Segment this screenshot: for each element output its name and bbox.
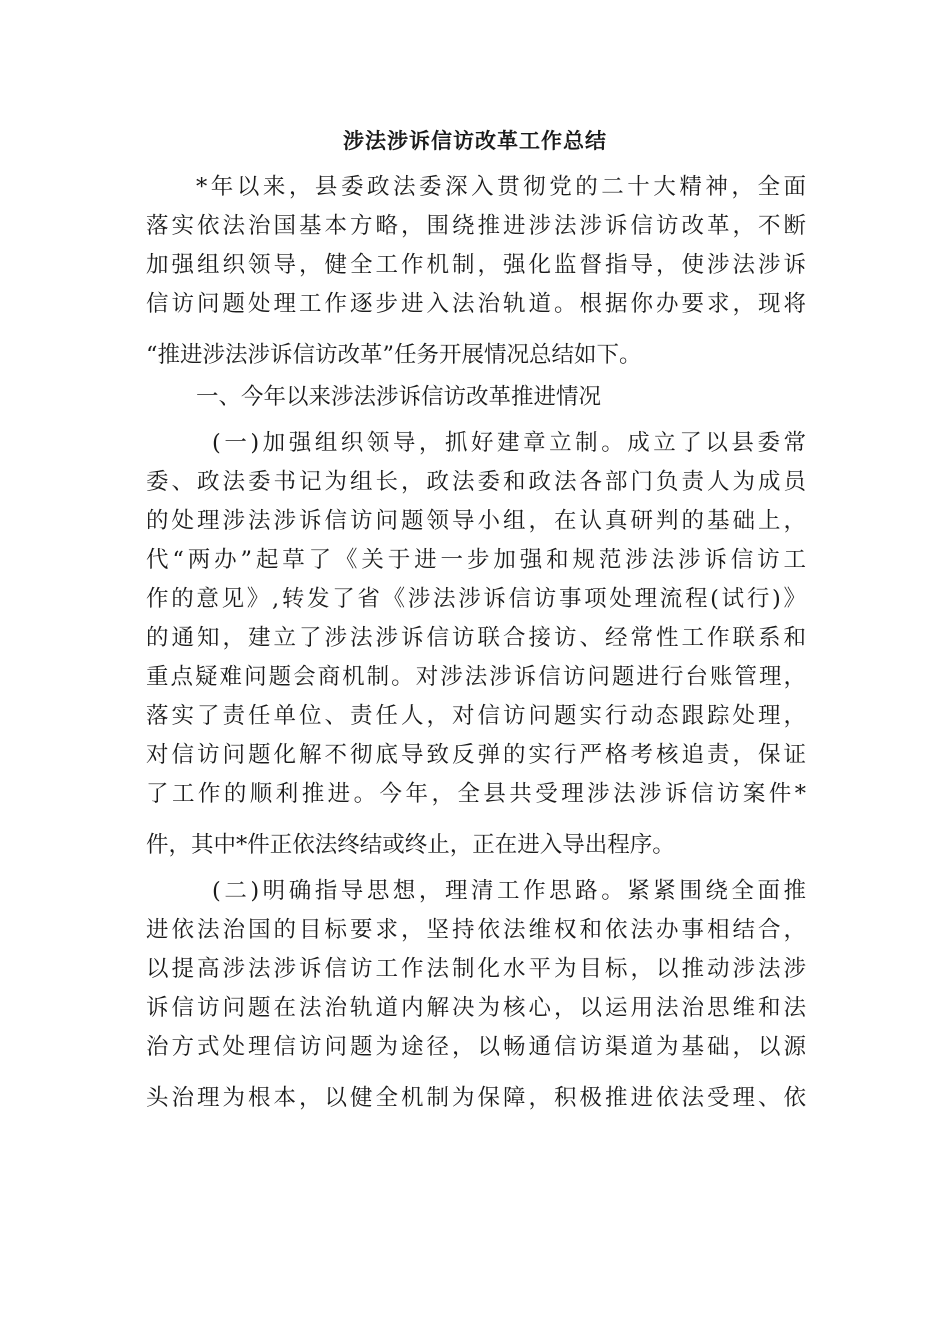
paragraph-line: 了工作的顺利推进。今年，全县共受理涉法涉诉信访案件* bbox=[146, 781, 806, 807]
document-title: 涉法涉诉信访改革工作总结 bbox=[343, 128, 607, 153]
paragraph-line: 落实依法治国基本方略，围绕推进涉法涉诉信访改革，不断 bbox=[146, 213, 806, 239]
paragraph-line: 以提高涉法涉诉信访工作法制化水平为目标，以推动涉法涉 bbox=[146, 956, 806, 982]
paragraph-line: 委、政法委书记为组长，政法委和政法各部门负责人为成员 bbox=[146, 469, 806, 495]
paragraph-line: (二)明确指导思想，理清工作思路。紧紧围绕全面推 bbox=[212, 878, 806, 904]
paragraph-line: 代“两办”起草了《关于进一步加强和规范涉法涉诉信访工 bbox=[146, 547, 806, 573]
paragraph-line: 进依法治国的目标要求，坚持依法维权和依法办事相结合， bbox=[146, 917, 806, 943]
paragraph-line: 治方式处理信访问题为途径，以畅通信访渠道为基础，以源 bbox=[146, 1034, 806, 1060]
section-heading: 一、今年以来涉法涉诉信访改革推进情况 bbox=[196, 384, 602, 410]
paragraph-line: 加强组织领导，健全工作机制，强化监督指导，使涉法涉诉 bbox=[146, 252, 806, 278]
paragraph-line: 信访问题处理工作逐步进入法治轨道。根据你办要求，现将 bbox=[146, 291, 806, 317]
paragraph-line: 重点疑难问题会商机制。对涉法涉诉信访问题进行台账管理， bbox=[146, 664, 806, 690]
paragraph-line: (一)加强组织领导，抓好建章立制。成立了以县委常 bbox=[212, 430, 806, 456]
paragraph-line: “推进涉法涉诉信访改革”任务开展情况总结如下。 bbox=[146, 342, 642, 368]
paragraph-line: 件，其中*件正依法终结或终止，正在进入导出程序。 bbox=[146, 832, 675, 858]
paragraph-line: 落实了责任单位、责任人，对信访问题实行动态跟踪处理， bbox=[146, 703, 806, 729]
paragraph-line: 的处理涉法涉诉信访问题领导小组，在认真研判的基础上， bbox=[146, 508, 806, 534]
paragraph-line: *年以来，县委政法委深入贯彻党的二十大精神，全面 bbox=[196, 174, 806, 200]
paragraph-line: 的通知，建立了涉法涉诉信访联合接访、经常性工作联系和 bbox=[146, 625, 806, 651]
paragraph-line: 作的意见》,转发了省《涉法涉诉信访事项处理流程(试行)》 bbox=[146, 586, 806, 612]
paragraph-line: 对信访问题化解不彻底导致反弹的实行严格考核追责，保证 bbox=[146, 742, 806, 768]
paragraph-line: 头治理为根本，以健全机制为保障，积极推进依法受理、依 bbox=[146, 1085, 806, 1111]
paragraph-line: 诉信访问题在法治轨道内解决为核心，以运用法治思维和法 bbox=[146, 995, 806, 1021]
